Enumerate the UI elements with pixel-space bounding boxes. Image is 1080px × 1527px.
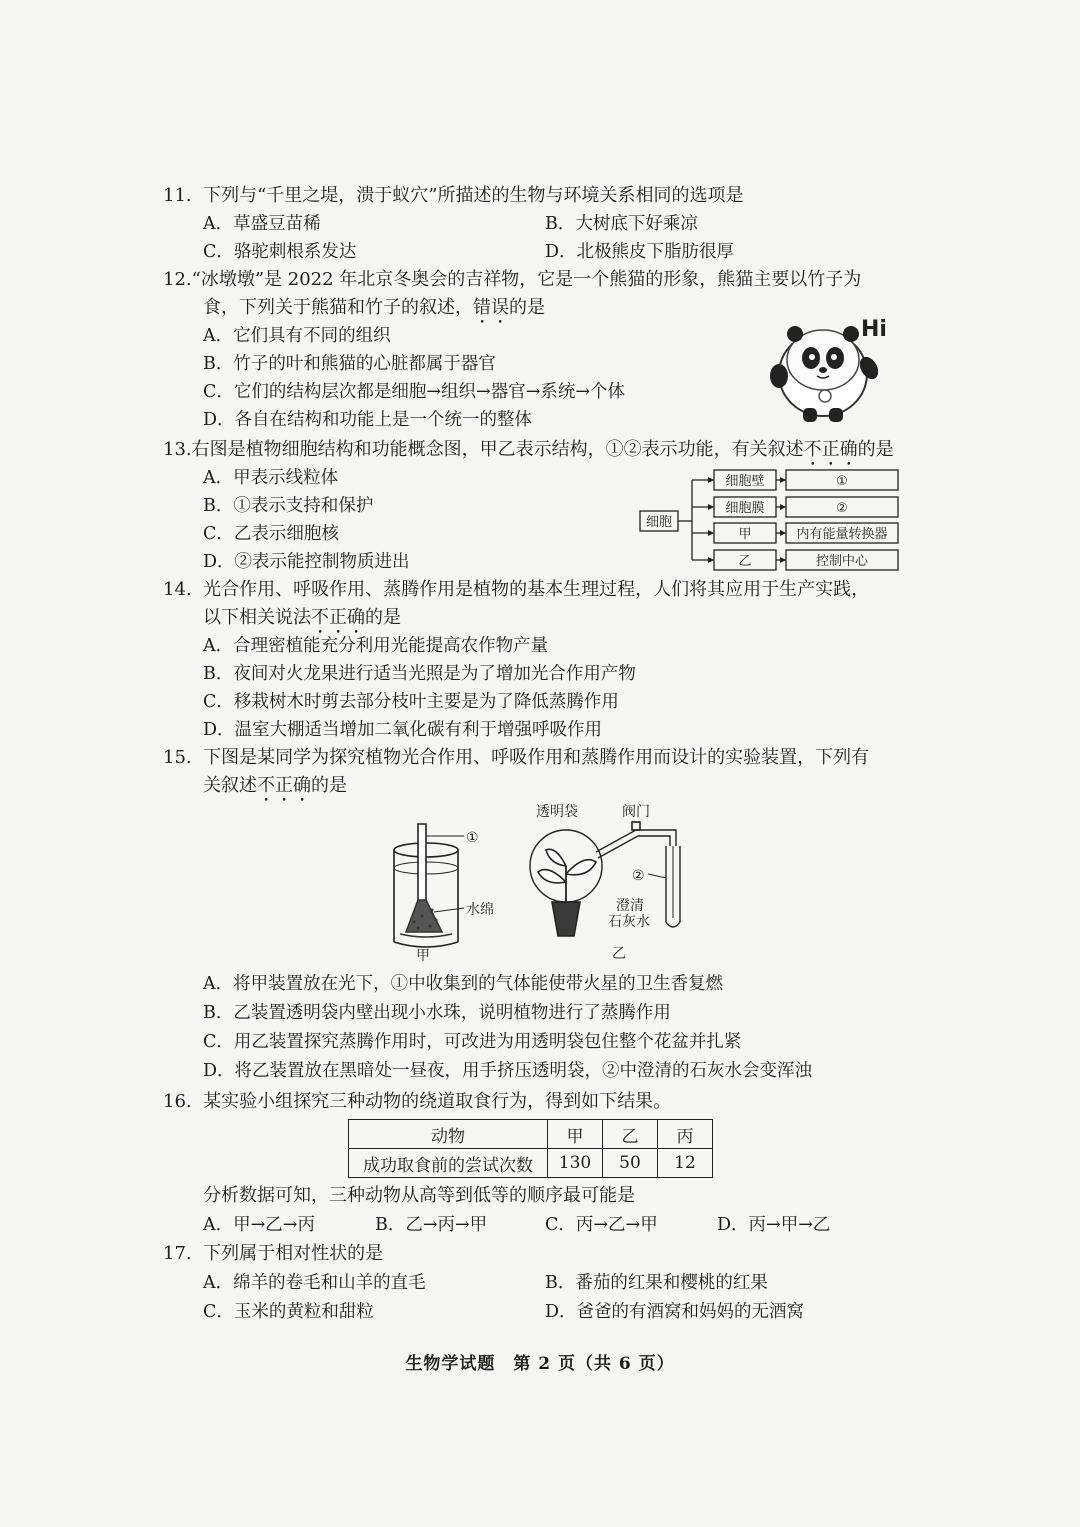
question-16-stem <box>163 1088 671 1116</box>
question-11-option-b[interactable]: B．大树底下好乘凉 <box>545 214 698 234</box>
bing-dwen-dwen-mascot-image <box>765 312 905 424</box>
question-12-number: 12. <box>163 269 192 290</box>
question-11-text: 下列与“千里之堤，溃于蚁穴”所描述的生物与环境关系相同的选项是 <box>203 185 744 206</box>
apparatus-yi <box>530 822 680 936</box>
question-12-text-line2: 食，下列关于熊猫和竹子的叙述， <box>203 297 473 318</box>
question-12-emphasis: 错误 <box>473 297 509 318</box>
question-14-text-line2: 以下相关说法 <box>203 607 311 628</box>
question-13-text: 右图是植物细胞结构和功能概念图，甲乙表示结构，①②表示功能，有关叙述 <box>191 439 804 460</box>
table-header-row <box>349 1120 713 1149</box>
question-13-option-a[interactable]: A．甲表示线粒体 <box>203 468 339 488</box>
diagram-structure-4: 乙 <box>738 554 752 569</box>
experiment-apparatus-figure <box>386 802 716 964</box>
question-17-text: 下列属于相对性状的是 <box>203 1243 384 1264</box>
question-16-analysis: 分析数据可知，三种动物从高等到低等的顺序最可能是 <box>203 1185 635 1206</box>
diagram-function-3: 内有能量转换器 <box>796 527 888 542</box>
question-13-number: 13. <box>163 439 192 460</box>
table-header-jia: 甲 <box>548 1120 603 1149</box>
label-transparent-bag: 透明袋 <box>536 804 578 820</box>
question-16-option-a[interactable]: A．甲→乙→丙 <box>203 1215 315 1235</box>
question-14-text-line1: 光合作用、呼吸作用、蒸腾作用是植物的基本生理过程，人们将其应用于生产实践， <box>203 579 870 600</box>
question-17-option-b[interactable]: B．番茄的红果和樱桃的红果 <box>545 1273 768 1293</box>
question-11-number: 11. <box>163 185 192 206</box>
detour-feeding-table <box>348 1119 713 1178</box>
question-15-option-d[interactable]: D．将乙装置放在黑暗处一昼夜，用手挤压透明袋，②中澄清的石灰水会变浑浊 <box>203 1061 813 1081</box>
question-17-option-a[interactable]: A．绵羊的卷毛和山羊的直毛 <box>203 1273 426 1293</box>
question-11-option-c[interactable]: C．骆驼刺根系发达 <box>203 242 357 262</box>
label-apparatus-yi: 乙 <box>612 946 626 962</box>
question-13-emphasis: 不正确 <box>803 439 858 460</box>
table-header-animal: 动物 <box>349 1120 548 1149</box>
diagram-function-4: 控制中心 <box>815 554 869 569</box>
question-15-emphasis: 不正确 <box>257 775 311 796</box>
question-14-option-a[interactable]: A．合理密植能充分利用光能提高农作物产量 <box>203 636 549 656</box>
question-16-number: 16. <box>163 1091 192 1112</box>
question-15-text-line1: 下图是某同学为探究植物光合作用、呼吸作用和蒸腾作用而设计的实验装置，下列有 <box>203 747 870 768</box>
question-15-stem-line1 <box>163 744 869 772</box>
question-17-option-d[interactable]: D．爸爸的有酒窝和妈妈的无酒窝 <box>545 1302 805 1322</box>
question-12-text-line1: “冰墩墩”是 2022 年北京冬奥会的吉祥物，它是一个熊猫的形象，熊猫主要以竹子为 <box>191 269 862 290</box>
table-row <box>349 1149 713 1178</box>
mascot-hi-text: Hi <box>861 317 887 342</box>
label-apparatus-jia: 甲 <box>416 948 430 964</box>
question-13-option-d[interactable]: D．②表示能控制物质进出 <box>203 552 410 572</box>
label-valve: 阀门 <box>622 804 650 820</box>
label-clear: 澄清 <box>616 898 644 914</box>
table-cell-bing: 12 <box>658 1149 713 1178</box>
question-14-stem-line1 <box>163 576 869 604</box>
question-11-option-d[interactable]: D．北极熊皮下脂肪很厚 <box>545 242 735 262</box>
table-cell-jia: 130 <box>548 1149 603 1178</box>
cell-concept-diagram <box>636 466 906 576</box>
question-13-option-b[interactable]: B．①表示支持和保护 <box>203 496 374 516</box>
table-header-yi: 乙 <box>603 1120 658 1149</box>
label-lime-water: 石灰水 <box>608 914 650 930</box>
question-13-text-tail: 的是 <box>857 439 894 460</box>
question-12-option-b[interactable]: B．竹子的叶和熊猫的心脏都属于器官 <box>203 354 496 374</box>
diagram-function-1: ① <box>836 474 848 489</box>
diagram-function-2: ② <box>836 501 848 516</box>
question-11-option-a[interactable]: A．草盛豆苗稀 <box>203 214 321 234</box>
question-16-text: 某实验小组探究三种动物的绕道取食行为，得到如下结果。 <box>203 1091 672 1112</box>
label-circle-1: ① <box>466 830 479 846</box>
question-12-option-c[interactable]: C．它们的结构层次都是细胞→组织→器官→系统→个体 <box>203 382 626 402</box>
question-17-number: 17. <box>163 1243 192 1264</box>
question-15-option-b[interactable]: B．乙装置透明袋内壁出现小水珠，说明植物进行了蒸腾作用 <box>203 1003 671 1023</box>
table-cell-yi: 50 <box>603 1149 658 1178</box>
question-15-stem-line2 <box>203 772 347 806</box>
question-16-option-d[interactable]: D．丙→甲→乙 <box>717 1215 831 1235</box>
question-12-stem-line1 <box>163 266 861 294</box>
question-15-option-c[interactable]: C．用乙装置探究蒸腾作用时，可改进为用透明袋包住整个花盆并扎紧 <box>203 1032 742 1052</box>
question-15-number: 15. <box>163 747 192 768</box>
question-16-option-c[interactable]: C．丙→乙→甲 <box>545 1215 658 1235</box>
table-row-label: 成功取食前的尝试次数 <box>349 1149 548 1178</box>
label-circle-2: ② <box>632 868 645 884</box>
question-14-option-b[interactable]: B．夜间对火龙果进行适当光照是为了增加光合作用产物 <box>203 664 636 684</box>
question-15-option-a[interactable]: A．将甲装置放在光下，①中收集到的气体能使带火星的卫生香复燃 <box>203 974 724 994</box>
question-11-stem <box>163 182 744 210</box>
question-14-number: 14. <box>163 579 192 600</box>
label-sponge: 水绵 <box>466 902 494 918</box>
question-17-option-c[interactable]: C．玉米的黄粒和甜粒 <box>203 1302 374 1322</box>
question-15-text-tail: 的是 <box>311 775 347 796</box>
question-12-text-tail: 的是 <box>509 297 545 318</box>
diagram-root-label: 细胞 <box>645 515 673 530</box>
question-14-option-c[interactable]: C．移栽树木时剪去部分枝叶主要是为了降低蒸腾作用 <box>203 692 619 712</box>
question-17-stem <box>163 1240 383 1268</box>
question-14-text-tail: 的是 <box>365 607 401 628</box>
table-header-bing: 丙 <box>658 1120 713 1149</box>
diagram-structure-2: 细胞膜 <box>725 501 765 516</box>
diagram-structure-3: 甲 <box>738 527 752 542</box>
page-footer: 生物学试题 第 2 页（共 6 页） <box>405 1354 675 1374</box>
diagram-structure-1: 细胞壁 <box>725 474 765 489</box>
question-12-option-d[interactable]: D．各自在结构和功能上是一个统一的整体 <box>203 410 533 430</box>
question-14-emphasis: 不正确 <box>311 607 365 628</box>
question-16-option-b[interactable]: B．乙→丙→甲 <box>375 1215 488 1235</box>
question-14-option-d[interactable]: D．温室大棚适当增加二氧化碳有利于增强呼吸作用 <box>203 720 603 740</box>
question-15-text-line2: 关叙述 <box>203 775 257 796</box>
apparatus-jia <box>394 824 464 947</box>
question-13-option-c[interactable]: C．乙表示细胞核 <box>203 524 339 544</box>
question-12-option-a[interactable]: A．它们具有不同的组织 <box>203 326 391 346</box>
